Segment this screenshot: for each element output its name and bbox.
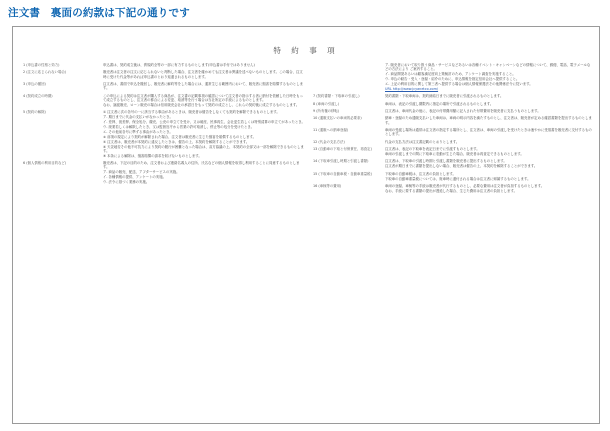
clause-paragraph: エ. 上記の利用目的に関して第三者へ提供する場合は個人情報保護法その他関係法令に従います。 xyxy=(385,81,533,86)
clause-paragraph: 注文者が期日までに書類を提出しない場合、販売者は催告の上、本契約を解除することができます。 xyxy=(385,164,538,169)
clause-row xyxy=(313,159,593,169)
right-column xyxy=(313,63,593,196)
clause-paragraph: ア. 期日までに代金の支払いがなかったとき。 xyxy=(103,115,173,120)
clause-body xyxy=(385,109,593,114)
clause-paragraph: 注文者は、下取車の引渡し時期と引渡し書類を販売者に提出するものとします。 xyxy=(385,159,507,164)
clause-body xyxy=(103,70,305,79)
clause-row xyxy=(313,172,593,182)
clause-paragraph: ④ 天災地変その他不可抗力により契約の履行が困難となった場合は、双方協議の上、本契約の全部又は一部を解除できるものとします。 xyxy=(103,144,304,153)
clause-paragraph: 注文者は、表記の下取車を表記日までに引渡すものとします。 xyxy=(385,147,480,152)
clause-paragraph: 下取車の自動車税は、注文者の負担とします。 xyxy=(385,171,456,176)
clause-paragraph: ③ 注文者は、販売者が本契約に違反したときは、催告の上、本契約を解除することができます。 xyxy=(103,139,250,144)
clause-paragraph: ⑤ 本条による解除は、損害賠償の請求を妨げないものとします。 xyxy=(103,153,202,158)
clause-paragraph: ウ. 申込の勧告・受入・登録・紹介のために、申込情報を指定信用会社へ提供すること。 xyxy=(385,77,520,82)
clause-paragraph: ① 注文者に次の各号の一に該当する事由があるときは、販売者は催告をしなくても契約を解除できるものとします。 xyxy=(103,110,280,115)
clause-row xyxy=(23,110,305,158)
clause-row xyxy=(313,102,593,107)
clause-paragraph: 契約書類・下取車両は、契約締結日までに販売者に引渡されるものとします。 xyxy=(385,94,504,99)
clause-paragraph: 納車・登録のため通販支払いした車両は、車両の明示内容を満たすものとし、注文者は、販売者が定める確認書類を提出するものとします。 xyxy=(385,116,592,125)
clause-label: 15 (下取車の自動車税・自動車重量税) xyxy=(313,171,372,176)
clause-paragraph: イ. 差押、仮差押、保全処分、競売、公売の申立てを受け、又は破産、民事再生、会社更生若しくは特別清算の申立てがあったとき。 xyxy=(103,120,305,125)
clause-label: 6 (個人情報の利用目的など) xyxy=(23,161,67,166)
clause-label: 12 (代金の支払方法) xyxy=(313,139,345,144)
clause-body xyxy=(385,159,593,169)
clause-paragraph: 車両の登録、車検等の手続は販売者が代行するものとし、必要な費用は注文者が負担するものとします。 xyxy=(385,184,545,189)
clause-label xyxy=(313,63,385,92)
clause-paragraph: 車両は、表記の引渡し期限内に指定の場所で引渡されるものとします。 xyxy=(385,101,494,106)
clause-label: 16 (車検等の費用) xyxy=(313,184,342,189)
clause-paragraph: 車両の受渡し場所は通常は注文者の指定する場所とし、注文者は、車両の引渡しを受けたときは速やかに受領書を販売者に交付するものとします。 xyxy=(385,128,592,137)
clause-label: 13 (自動車の下取と付保責任、再査定) xyxy=(313,147,372,152)
left-column xyxy=(23,63,305,188)
clause-body xyxy=(385,116,593,125)
clause-paragraph: 車両の引渡しまでの間に下取車に変動が生じた場合、販売者は再査定できるものとします。 xyxy=(385,152,524,157)
clause-body xyxy=(385,128,593,137)
clause-label: 9 (所有権の移転) xyxy=(313,109,340,114)
clause-body xyxy=(103,82,305,91)
clause-body xyxy=(385,102,593,107)
clause-body xyxy=(385,140,593,145)
clause-label: 14 (下取車引渡し時期と引渡し書類) xyxy=(313,159,369,164)
clause-label: 2 (注文に応じられない場合) xyxy=(23,70,67,75)
clause-paragraph: 代金の支払方法は注文書記載のとおりとします。 xyxy=(385,139,460,144)
clause-row xyxy=(23,82,305,91)
clause-body xyxy=(385,63,593,92)
clause-body xyxy=(385,147,593,157)
clause-paragraph: 注文者は、車両代金の他に、表記の付帯費用額に記入された付帯費用を販売者に支払うものとします。 xyxy=(385,109,541,114)
clause-row xyxy=(313,184,593,194)
contract-sheet xyxy=(12,26,600,424)
clause-body xyxy=(103,161,305,185)
clause-row xyxy=(313,63,593,92)
clause-row xyxy=(313,128,593,137)
clause-paragraph: 販売者は、下記の目的のため、注文者および連絡名義人の住所、氏名などの個人情報を取得し利用することに同意するものとします。 xyxy=(103,161,300,170)
clause-label: 1 (申込書の性格と効力) xyxy=(23,63,60,67)
clause-label: 8 (車両の引渡し) xyxy=(313,101,340,106)
clause-row xyxy=(23,161,305,185)
clause-paragraph: なお、譲渡販売、ローン販売の場合は信用販売会社の承認日をもって契約の成立とし、これらの契約後に成立するものとします。 xyxy=(103,102,300,107)
clause-paragraph: エ. その他前各号に準ずる事由があったとき。 xyxy=(103,129,173,134)
clause-row xyxy=(23,63,305,68)
clause-body xyxy=(103,63,305,68)
clause-paragraph: 注文者は、書面で申込を撤回し、販売者に解約等をした場合には、通常生じる範囲内において、販売者に損害を賠償するものとします。 xyxy=(103,82,303,91)
clause-label: 5 (契約の解除) xyxy=(23,110,46,115)
url-link[interactable]: URL http://www.jcyanetco.com/ xyxy=(385,86,439,91)
clause-body xyxy=(385,184,593,194)
clause-paragraph: ウ. 法令に基づく業務の実施。 xyxy=(103,180,150,185)
clause-paragraph: イ. 商品開発あるいは顧客満足度向上策検討のため、アンケート調査を実施すること。 xyxy=(385,72,516,77)
clause-label: 4 (契約成立の時期) xyxy=(23,93,53,98)
clause-row xyxy=(23,94,305,108)
page-heading: 注文書 裏面の約款は下記の通りです xyxy=(8,7,190,19)
clause-paragraph: 販売者は注文者の注文に応じられないと判断した場合、注文者を確かめても注文者は異議を述べないものとします。この場合、注文時に受けた代金等があれば申込書のとおり返還されるものとします。 xyxy=(103,70,303,79)
clause-row xyxy=(313,140,593,145)
clause-row xyxy=(313,94,593,99)
clause-paragraph: イ. 各種情報の提供、アンケートの実施。 xyxy=(103,175,166,180)
clause-paragraph: 申込書は、契約成立後は、貴規約全等の一部に有力するものとします(申込書は手付ではありません) xyxy=(103,63,255,67)
clause-row xyxy=(313,109,593,114)
clause-body xyxy=(385,94,593,99)
clause-paragraph: ア. 商品の販売、配送、アフターサービスの実施。 xyxy=(103,170,180,175)
clause-body xyxy=(103,94,305,108)
clause-paragraph: なお、手続に要する書類の提出が遅延した場合、生じた費用は注文者の負担とします。 xyxy=(385,188,517,193)
clause-label: 3 (申込の撤回) xyxy=(23,82,46,87)
sheet-title: 特 約 事 項 xyxy=(273,46,339,55)
clause-row xyxy=(23,70,305,79)
clause-label: 7 (契約書類・下取車の引渡し) xyxy=(313,94,360,99)
clause-body xyxy=(103,110,305,158)
clause-label: 11 (通販への納車登録) xyxy=(313,128,349,133)
clause-paragraph: ア. 販売者において取り扱う商品・サービスなどあるいは各種イベント・キャンペーンなどの情報について、郵便、電話、電子メールなどの方法により ご案内すること。 xyxy=(385,63,591,72)
clause-paragraph: この申込による契約は注文者が購入する商品が、注文書の記載事項の確認について注文者の指示する者に納付を依頼した日時をもって成立するものとし、注文者の都合による変更、取消等を行う場合は当社所定の手続によるものとします。 xyxy=(103,93,303,103)
clause-row xyxy=(313,147,593,157)
clause-paragraph: 下取車の自動車重量税については、廃車時に還付される場合は注文者に帰属するものとします。 xyxy=(385,176,531,181)
clause-paragraph: ウ. 廃業若しくは解散したとき、又は監督官庁から営業の許可取消し、停止等の処分を受けたとき。 xyxy=(103,125,255,130)
clause-label: 10 (通販支払いの車両的必要条) xyxy=(313,116,362,121)
clause-row xyxy=(313,116,593,125)
clause-body xyxy=(385,172,593,182)
clause-paragraph: ② 前項の規定により契約が解除された場合、注文者は販売者に生じた損害を賠償するものとします。 xyxy=(103,134,257,139)
